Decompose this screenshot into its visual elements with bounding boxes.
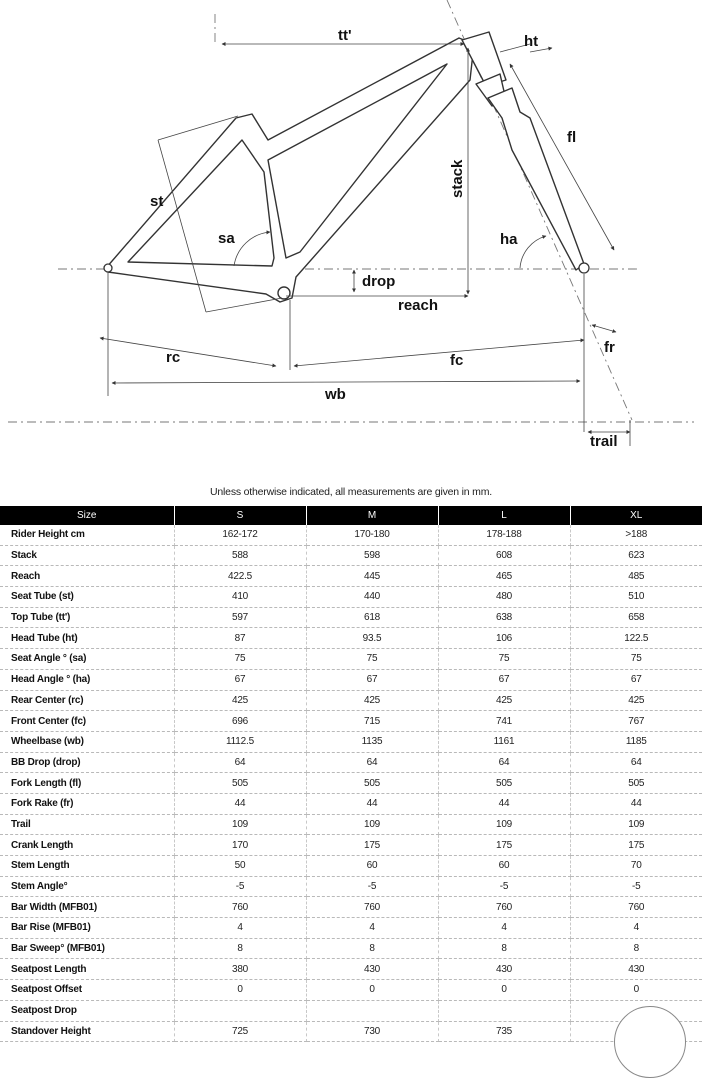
label-tt: tt' — [338, 27, 352, 44]
table-row — [0, 835, 702, 856]
row-value: 8 — [306, 938, 438, 959]
label-wb: wb — [325, 386, 346, 403]
row-label: Head Tube (ht) — [0, 628, 174, 649]
row-value: 170-180 — [306, 525, 438, 545]
table-row — [0, 876, 702, 897]
row-value: 505 — [438, 773, 570, 794]
row-value: 760 — [438, 897, 570, 918]
row-value: 64 — [438, 752, 570, 773]
table-row — [0, 669, 702, 690]
row-value: 109 — [306, 814, 438, 835]
row-value: 67 — [438, 669, 570, 690]
row-value: 44 — [174, 793, 306, 814]
table-row — [0, 545, 702, 566]
row-value: 425 — [438, 690, 570, 711]
table-row — [0, 731, 702, 752]
wb-dimension — [112, 381, 580, 383]
row-label: Reach — [0, 566, 174, 587]
row-value: 87 — [174, 628, 306, 649]
row-label: Stem Length — [0, 856, 174, 877]
table-body — [0, 525, 702, 1042]
row-value: 715 — [306, 711, 438, 732]
table-row — [0, 980, 702, 1001]
label-ha: ha — [500, 231, 518, 248]
row-value: 725 — [174, 1021, 306, 1042]
row-value: 44 — [570, 793, 702, 814]
row-value — [174, 1000, 306, 1021]
row-value: 8 — [174, 938, 306, 959]
fr-dimension — [592, 325, 616, 332]
row-label: Seat Tube (st) — [0, 587, 174, 608]
row-value: 175 — [438, 835, 570, 856]
bike-frame — [106, 32, 584, 302]
row-label: Standover Height — [0, 1021, 174, 1042]
row-value: 505 — [306, 773, 438, 794]
row-label: Rider Height cm — [0, 525, 174, 545]
row-value: 8 — [570, 938, 702, 959]
header-m: M — [306, 506, 438, 525]
row-value: 425 — [306, 690, 438, 711]
row-value: 410 — [174, 587, 306, 608]
header-xl: XL — [570, 506, 702, 525]
row-value: 60 — [306, 856, 438, 877]
row-value — [306, 1000, 438, 1021]
table-row — [0, 752, 702, 773]
row-value: 64 — [174, 752, 306, 773]
row-value: 162-172 — [174, 525, 306, 545]
row-value: 608 — [438, 545, 570, 566]
row-value: 0 — [174, 980, 306, 1001]
table-row — [0, 525, 702, 545]
label-stack: stack — [449, 159, 466, 198]
row-value: 425 — [174, 690, 306, 711]
row-value: >188 — [570, 525, 702, 545]
ha-angle-arc — [520, 236, 546, 268]
row-value: 425 — [570, 690, 702, 711]
row-value: 64 — [570, 752, 702, 773]
row-label: Seatpost Offset — [0, 980, 174, 1001]
row-label: Stack — [0, 545, 174, 566]
row-value: 730 — [306, 1021, 438, 1042]
row-value: 430 — [570, 959, 702, 980]
header-size: Size — [0, 506, 174, 525]
row-value: 93.5 — [306, 628, 438, 649]
row-label: Wheelbase (wb) — [0, 731, 174, 752]
label-fr: fr — [604, 339, 615, 356]
label-trail: trail — [590, 433, 618, 450]
row-value: 122.5 — [570, 628, 702, 649]
row-value: 760 — [174, 897, 306, 918]
row-value: 75 — [438, 649, 570, 670]
table-row — [0, 1000, 702, 1021]
row-value: 170 — [174, 835, 306, 856]
table-row — [0, 959, 702, 980]
table-row — [0, 1021, 702, 1042]
row-value: 1112.5 — [174, 731, 306, 752]
row-value: 175 — [306, 835, 438, 856]
table-row — [0, 856, 702, 877]
row-label: Crank Length — [0, 835, 174, 856]
fc-dimension — [294, 340, 584, 366]
row-label: Trail — [0, 814, 174, 835]
units-note: Unless otherwise indicated, all measurements are given in mm. — [210, 486, 492, 498]
table-row — [0, 628, 702, 649]
row-value: 0 — [570, 980, 702, 1001]
row-value: 0 — [438, 980, 570, 1001]
row-value: 4 — [306, 918, 438, 939]
row-value: 109 — [570, 814, 702, 835]
row-value: 4 — [174, 918, 306, 939]
row-value: 588 — [174, 545, 306, 566]
row-value: 735 — [438, 1021, 570, 1042]
table-row — [0, 649, 702, 670]
row-value: 1161 — [438, 731, 570, 752]
row-value: 430 — [438, 959, 570, 980]
table-row — [0, 814, 702, 835]
table-row — [0, 607, 702, 628]
row-label: Front Center (fc) — [0, 711, 174, 732]
row-value: 44 — [306, 793, 438, 814]
row-label: Seatpost Drop — [0, 1000, 174, 1021]
row-value: 618 — [306, 607, 438, 628]
row-value: 760 — [306, 897, 438, 918]
row-value: 4 — [570, 918, 702, 939]
row-value: 50 — [174, 856, 306, 877]
label-fl: fl — [567, 129, 577, 146]
table-header-row — [0, 506, 702, 525]
bottom-bracket — [278, 287, 290, 299]
row-value: 505 — [570, 773, 702, 794]
table-row — [0, 587, 702, 608]
row-label: Seat Angle ° (sa) — [0, 649, 174, 670]
row-value: 760 — [570, 897, 702, 918]
row-value: 8 — [438, 938, 570, 959]
frame-geometry-diagram — [0, 0, 702, 470]
row-value: 67 — [174, 669, 306, 690]
row-value: 1185 — [570, 731, 702, 752]
row-value: 178-188 — [438, 525, 570, 545]
row-value: 696 — [174, 711, 306, 732]
row-value: 109 — [174, 814, 306, 835]
row-value: 1135 — [306, 731, 438, 752]
row-label: Fork Rake (fr) — [0, 793, 174, 814]
row-value: 175 — [570, 835, 702, 856]
row-value: 422.5 — [174, 566, 306, 587]
row-value: 0 — [306, 980, 438, 1001]
scroll-to-top-circle[interactable] — [614, 1006, 686, 1078]
row-value: 445 — [306, 566, 438, 587]
row-value: -5 — [438, 876, 570, 897]
st-tick-bottom — [206, 298, 282, 312]
row-value: 440 — [306, 587, 438, 608]
row-value: -5 — [174, 876, 306, 897]
front-axle — [579, 263, 589, 273]
row-label: Rear Center (rc) — [0, 690, 174, 711]
row-value: 510 — [570, 587, 702, 608]
row-value: 64 — [306, 752, 438, 773]
row-value: -5 — [306, 876, 438, 897]
row-label: Bar Sweep° (MFB01) — [0, 938, 174, 959]
row-value: 480 — [438, 587, 570, 608]
row-value: 623 — [570, 545, 702, 566]
row-value: 67 — [570, 669, 702, 690]
rc-dimension — [100, 338, 276, 366]
table-row — [0, 918, 702, 939]
row-value: 75 — [174, 649, 306, 670]
table-row — [0, 773, 702, 794]
row-value: 75 — [570, 649, 702, 670]
row-label: Fork Length (fl) — [0, 773, 174, 794]
table-row — [0, 938, 702, 959]
label-drop: drop — [362, 273, 396, 290]
table-row — [0, 566, 702, 587]
table-row — [0, 711, 702, 732]
table-row — [0, 793, 702, 814]
row-value: 638 — [438, 607, 570, 628]
row-label: Bar Width (MFB01) — [0, 897, 174, 918]
row-label: Seatpost Length — [0, 959, 174, 980]
row-value: 44 — [438, 793, 570, 814]
table-row — [0, 690, 702, 711]
header-s: S — [174, 506, 306, 525]
row-value: 597 — [174, 607, 306, 628]
row-label: Head Angle ° (ha) — [0, 669, 174, 690]
row-value: 380 — [174, 959, 306, 980]
label-sa: sa — [218, 230, 235, 247]
row-value: 505 — [174, 773, 306, 794]
row-value: 109 — [438, 814, 570, 835]
header-l: L — [438, 506, 570, 525]
row-value: -5 — [570, 876, 702, 897]
label-rc: rc — [166, 349, 181, 366]
row-value: 741 — [438, 711, 570, 732]
label-reach: reach — [398, 297, 439, 314]
row-value: 60 — [438, 856, 570, 877]
row-value: 70 — [570, 856, 702, 877]
row-label: Bar Rise (MFB01) — [0, 918, 174, 939]
row-value: 430 — [306, 959, 438, 980]
row-label: Stem Angle° — [0, 876, 174, 897]
table-row — [0, 897, 702, 918]
row-label: BB Drop (drop) — [0, 752, 174, 773]
label-st: st — [150, 193, 164, 210]
row-value: 465 — [438, 566, 570, 587]
row-value: 4 — [438, 918, 570, 939]
row-value: 658 — [570, 607, 702, 628]
row-value: 767 — [570, 711, 702, 732]
row-value: 598 — [306, 545, 438, 566]
row-value: 485 — [570, 566, 702, 587]
row-value: 75 — [306, 649, 438, 670]
row-value — [438, 1000, 570, 1021]
label-fc: fc — [450, 352, 464, 369]
rear-axle — [104, 264, 112, 272]
row-value: 67 — [306, 669, 438, 690]
label-ht: ht — [524, 33, 539, 50]
geometry-table — [0, 506, 702, 1042]
row-label: Top Tube (tt') — [0, 607, 174, 628]
row-value: 106 — [438, 628, 570, 649]
